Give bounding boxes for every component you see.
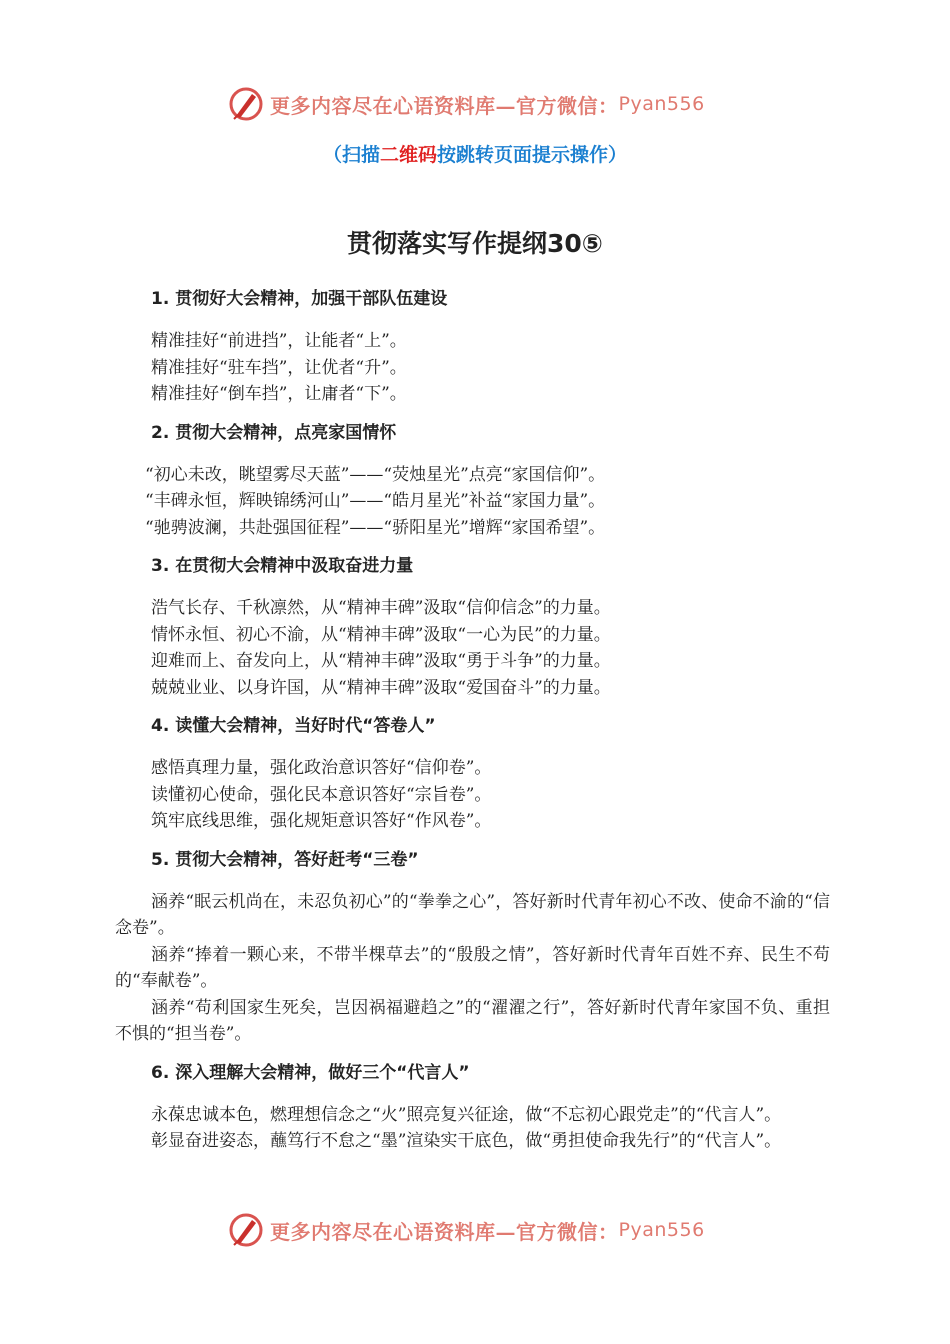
list-item: 浩气长存、千秋凛然，从“精神丰碑”汲取“信仰信念”的力量。 xyxy=(151,598,611,618)
list-item: 精准挂好“倒车挡”，让庸者“下”。 xyxy=(151,384,407,404)
pen-logo-icon xyxy=(228,1212,264,1248)
page-title: 贯彻落实写作提纲30⑤ xyxy=(347,229,603,258)
list-item: “丰碑永恒，辉映锦绣河山”——“皓月星光”补益“家国力量”。 xyxy=(145,491,606,511)
banner-text: 更多内容尽在心语资料库—官方微信： xyxy=(270,93,619,118)
list-item: 筑牢底线思维，强化规矩意识答好“作风卷”。 xyxy=(151,811,492,831)
header-banner xyxy=(228,82,748,126)
document-body xyxy=(115,286,830,1167)
paragraph: 涵养“捧着一颗心来，不带半棵草去”的“殷殷之情”，答好新时代青年百姓不弃、民生不苟的“奉献卷”。 xyxy=(115,944,830,991)
section-heading: 1. 贯彻好大会精神，加强干部队伍建设 xyxy=(151,289,448,309)
pen-logo-icon xyxy=(228,86,264,122)
scan-instruction xyxy=(0,140,950,167)
banner-wechat-id: Pyan556 xyxy=(618,1219,705,1241)
list-item: “初心未改，眺望雾尽天蓝”——“荧烛星光”点亮“家国信仰”。 xyxy=(145,464,606,485)
paragraph: 涵养“苟利国家生死矣，岂因祸福避趋之”的“濯濯之行”，答好新时代青年家国不负、重担不惧的“担当卷”。 xyxy=(115,997,830,1044)
list-item: “驰骋波澜，共赴强国征程”——“骄阳星光”增辉“家国希望”。 xyxy=(145,517,606,538)
list-item: 情怀永恒、初心不渝，从“精神丰碑”汲取“一心为民”的力量。 xyxy=(151,624,611,645)
footer-banner xyxy=(228,1208,748,1252)
scan-open: （扫描 xyxy=(322,144,380,166)
section-heading: 4. 读懂大会精神，当好时代“答卷人” xyxy=(151,716,436,736)
section-heading: 3. 在贯彻大会精神中汲取奋进力量 xyxy=(151,556,414,576)
paragraph: 永葆忠诚本色，燃理想信念之“火”照亮复兴征途，做“不忘初心跟党走”的“代言人”。 xyxy=(151,1104,782,1125)
list-item: 精准挂好“前进挡”，让能者“上”。 xyxy=(151,331,407,351)
banner-text: 更多内容尽在心语资料库—官方微信： xyxy=(270,1219,619,1244)
list-item: 精准挂好“驻车挡”，让优者“升”。 xyxy=(151,357,407,378)
list-item: 迎难而上、奋发向上，从“精神丰碑”汲取“勇于斗争”的力量。 xyxy=(151,651,611,671)
paragraph: 涵养“眠云机尚在，未忍负初心”的“拳拳之心”，答好新时代青年初心不改、使命不渝的“信念卷”。 xyxy=(115,891,830,938)
list-item: 兢兢业业、以身许国，从“精神丰碑”汲取“爱国奋斗”的力量。 xyxy=(151,677,611,698)
scan-rest: 按跳转页面提示操作） xyxy=(437,144,628,166)
scan-code: 二维码 xyxy=(379,144,437,166)
section-heading: 2. 贯彻大会精神，点亮家国情怀 xyxy=(151,422,397,443)
list-item: 读懂初心使命，强化民本意识答好“宗旨卷”。 xyxy=(151,784,492,805)
list-item: 感悟真理力量，强化政治意识答好“信仰卷”。 xyxy=(151,758,492,778)
section-heading: 6. 深入理解大会精神，做好三个“代言人” xyxy=(151,1062,470,1083)
paragraph: 彰显奋进姿态，蘸笃行不怠之“墨”渲染实干底色，做“勇担使命我先行”的“代言人”。 xyxy=(151,1131,782,1151)
banner-wechat-id: Pyan556 xyxy=(618,93,705,115)
section-heading: 5. 贯彻大会精神，答好赶考“三卷” xyxy=(151,849,419,870)
